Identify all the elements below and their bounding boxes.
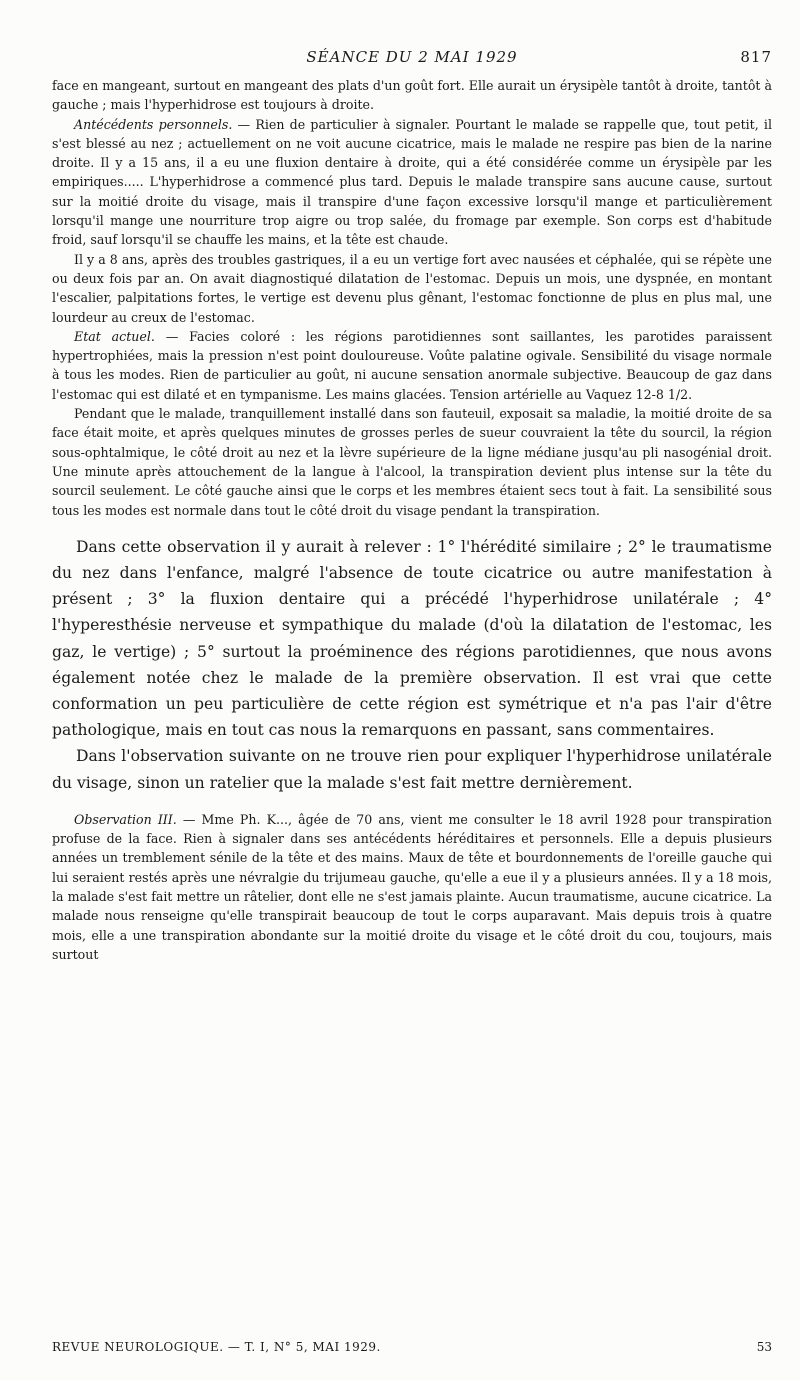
antecedents-text: — Rien de particulier à signaler. Pourtant le malade se rappelle que, tout petit, il s'est blessé au nez ; actuellement on ne voit aucune cicatrice, mais le malade ne respire pas bien de la narine droite. Il y a 15 ans, il a eu une fluxion dentaire à droite, qui a été considérée comme un érysipèle par les empiriques..... L'hyperhidrose a commencé plus tard. Depuis le malade transpire sans aucune cause, surtout sur la moitié droite du visage, mais il transpire d'une façon excessive lorsqu'il mange et particulièrement lorsqu'il mange une nourriture trop aigre ou trop salée, du fromage par exemple. Son corps est d'habitude froid, sauf lorsqu'il se chauffe les mains, et la tête est chaude. [52,116,772,248]
paragraph-current-state [52,327,772,404]
current-state-text: — Facies coloré : les régions parotidiennes sont saillantes, les parotides paraissent hypertrophiées, mais la pression n'est point douloureuse. Voûte palatine ogivale. Sensibilité du visage normale à tous les modes. Rien de particulier au goût, ni aucune sensation anormale subjective. Beaucoup de gaz dans l'estomac qui est dilaté et en tympanisme. Les mains glacées. Tension artérielle au Vaquez 12-8 1/2. [52,328,772,402]
paragraph-sweating: Pendant que le malade, tranquillement installé dans son fauteuil, exposait sa maladie, la moitié droite de sa face était moite, et après quelques minutes de grosses perles de sueur couvraient la tête du sourcil, la région sous-ophtalmique, le côté droit au nez et la lèvre supérieure de la ligne médiane jusqu'au pli nasogénial droit. Une minute après attouchement de la langue à l'alcool, la transpiration devient plus intense sur la tête du sourcil seulement. Le côté gauche ainsi que le corps et les membres étaient secs tout à fait. La sensibilité sous tous les modes est normale dans tout le côté droit du visage pendant la transpiration. [52,406,772,518]
paragraph-discussion: Dans cette observation il y aurait à relever : 1° l'hérédité similaire ; 2° le traumatisme du nez dans l'enfance, malgré l'absence de toute cicatrice ou autre manifestation à présent ; 3° la fluxion dentaire qui a précédé l'hyperhidrose unilatérale ; 4° l'hyperesthésie nerveuse et sympathique du malade (d'où la dilatation de l'estomac, les gaz, le vertige) ; 5° surtout la proéminence des régions parotidiennes, que nous avons également notée chez le malade de la première observation. Il est vrai que cette conformation un peu particulière de cette région est symétrique et n'a pas l'air d'être pathologique, mais en tout cas nous la remarquons en passant, sans commentaires. [52,537,772,740]
journal-citation: REVUE NEUROLOGIQUE. — T. I, N° 5, MAI 1929. [52,1340,381,1354]
paragraph-antecedents [52,115,772,250]
paragraph-history: Il y a 8 ans, après des troubles gastriques, il a eu un vertige fort avec nausées et céphalée, qui se répète une ou deux fois par an. On avait diagnostiqué dilatation de l'estomac. Depuis un mois, une dyspnée, en montant l'escalier, palpitations fortes, le vertige est devenu plus gênant, l'estomac fonctionne de plus en plus mal, une lourdeur au creux de l'estomac. [52,251,772,325]
paragraph-transition: Dans l'observation suivante on ne trouve rien pour expliquer l'hyperhidrose unilatérale du visage, sinon un ratelier que la malade s'est fait mettre dernièrement. [52,747,772,792]
running-title: SÉANCE DU 2 MAI 1929 [306,48,518,66]
paragraph-continuation: face en mangeant, surtout en mangeant des plats d'un goût fort. Elle aurait un érysipèle tantôt à droite, tantôt à gauche ; mais l'hyperhidrose est toujours à droite. [52,78,773,113]
observation-iii-label: Observation III. [74,811,177,827]
sheet-number: 53 [756,1340,772,1354]
case-notes-block [52,76,772,520]
page [52,48,772,964]
paragraph-observation-iii [52,810,772,964]
antecedents-label: Antécédents personnels. [74,116,233,132]
current-state-label: Etat actuel. [74,328,155,344]
page-number: 817 [740,48,772,66]
observation-iii-block [52,810,772,964]
discussion-block [52,534,772,796]
observation-iii-text: — Mme Ph. K..., âgée de 70 ans, vient me consulter le 18 avril 1928 pour transpiration profuse de la face. Rien à signaler dans ses antécédents héréditaires et personnels. Elle a depuis plusieurs années un tremblement sénile de la tête et des mains. Maux de tête et bourdonnements de l'oreille gauche qui lui seraient restés après une névralgie du trijumeau gauche, qu'elle a eue il y a plusieurs années. Il y a 18 mois, la malade s'est fait mettre un râtelier, dont elle ne s'est jamais plainte. Aucun traumatisme, aucune cicatrice. La malade nous renseigne qu'elle transpirait beaucoup de tout le corps auparavant. Mais depuis trois à quatre mois, elle a une transpiration abondante sur la moitié droite du visage et le côté droit du cou, toujours, mais surtout [52,811,772,962]
running-header [52,48,772,76]
page-footer [52,1340,772,1354]
